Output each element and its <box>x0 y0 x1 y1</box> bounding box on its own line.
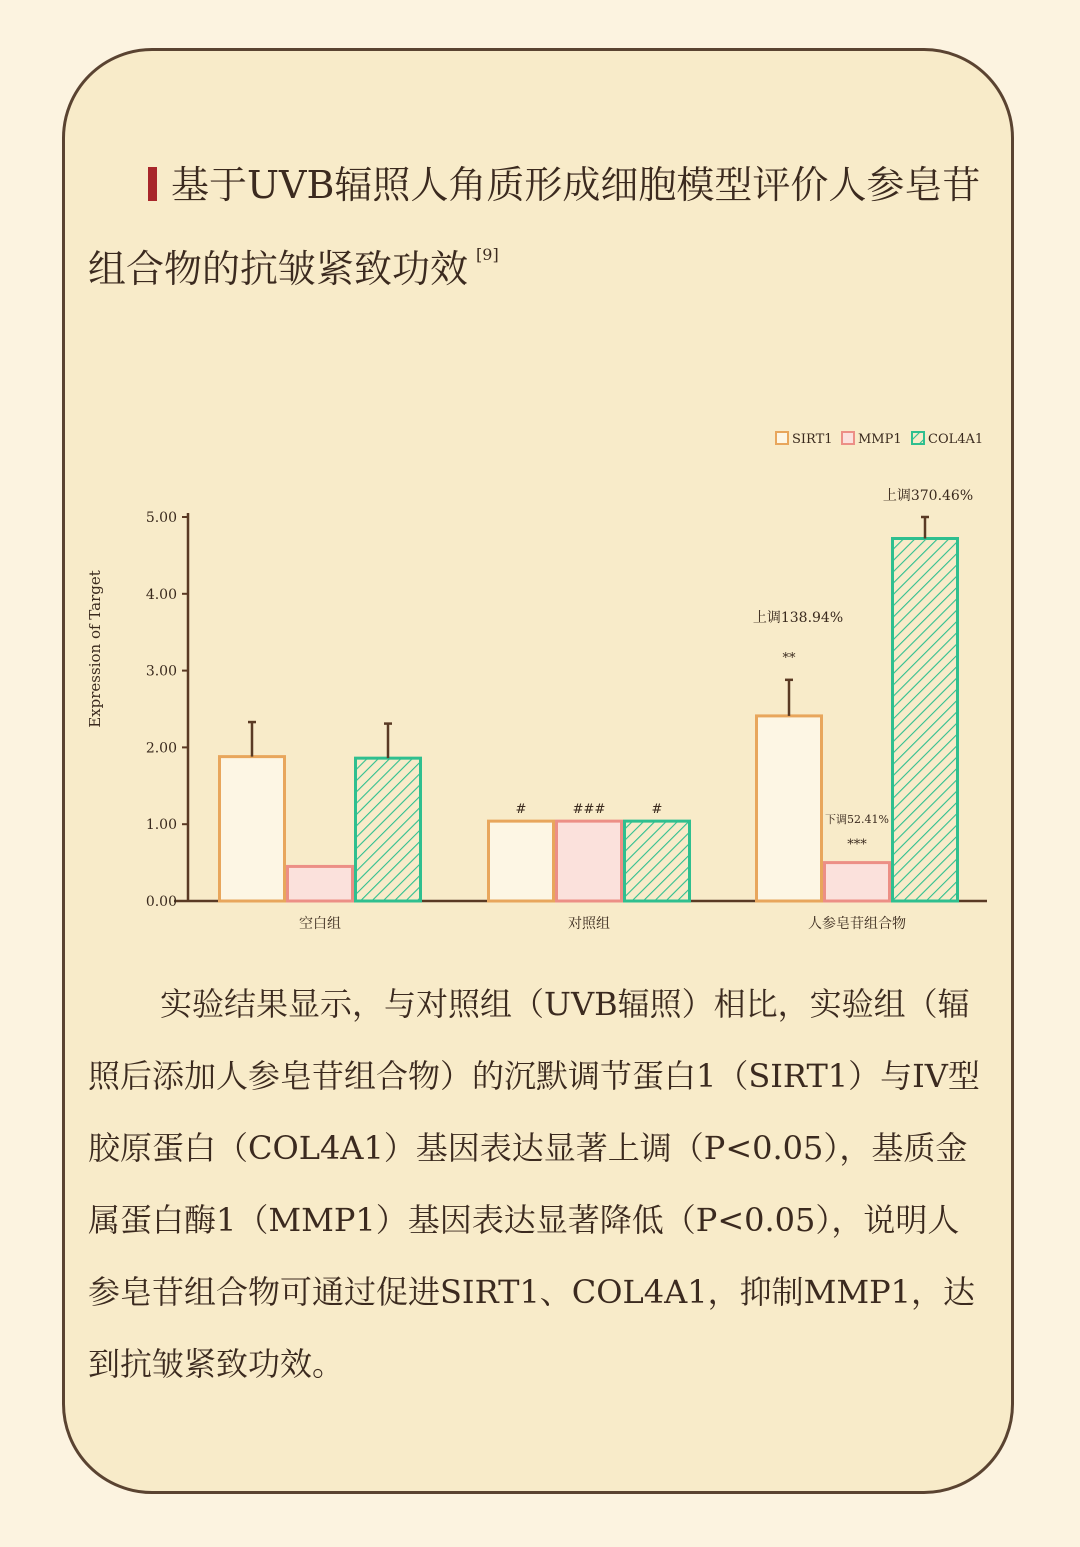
legend-label-col4a1: COL4A1 <box>928 432 984 447</box>
bar-col4a1 <box>625 821 690 901</box>
y-axis-label: Expression of Target <box>86 570 104 728</box>
y-tick-label: 5.00 <box>145 510 177 526</box>
legend-swatch-mmp1 <box>842 432 854 444</box>
page-title <box>88 150 988 304</box>
result-text: 实验结果显示，与对照组（UVB辐照）相比，实验组（辐照后添加人参皂苷组合物）的沉默调节蛋白1（SIRT1）与IV型胶原蛋白（COL4A1）基因表达显著上调（P<0.05），基质金属蛋白酶1（MMP1）基因表达显著降低（P<0.05），说明人参皂苷组合物可通过促进SIRT1、COL4A1，抑制MMP1，达到抗皱紧致功效。 <box>88 985 980 1383</box>
bar-sirt1 <box>220 757 285 901</box>
y-tick-label: 2.00 <box>145 740 177 757</box>
x-tick-label: 空白组 <box>299 916 341 932</box>
bar-mmp1 <box>557 821 622 901</box>
significance-mark: ** <box>782 650 796 666</box>
change-annotation: 上调370.46% <box>882 488 974 504</box>
legend-swatch-col4a1 <box>912 432 924 444</box>
significance-mark: ### <box>572 802 606 818</box>
significance-mark: *** <box>847 837 867 853</box>
y-tick-label: 4.00 <box>145 586 177 603</box>
x-tick-label: 对照组 <box>568 916 610 932</box>
x-tick-label: 人参皂苷组合物 <box>808 916 906 932</box>
result-paragraph <box>88 968 988 1400</box>
chart-legend <box>776 432 983 447</box>
bar-mmp1 <box>825 863 890 901</box>
y-tick-label: 3.00 <box>145 663 177 680</box>
significance-mark: # <box>515 802 527 818</box>
bar-col4a1 <box>356 758 421 901</box>
title-accent-bar <box>148 167 157 201</box>
bar-chart <box>70 410 1010 950</box>
legend-label-mmp1: MMP1 <box>858 432 902 447</box>
title-text: 基于UVB辐照人角质形成细胞模型评价人参皂苷组合物的抗皱紧致功效 <box>88 163 981 291</box>
legend-swatch-sirt1 <box>776 432 788 444</box>
y-tick-label: 0.00 <box>145 894 177 910</box>
bar-sirt1 <box>489 821 554 901</box>
bar-col4a1 <box>893 539 958 901</box>
bar-mmp1 <box>288 866 353 901</box>
significance-mark: # <box>651 802 663 818</box>
legend-label-sirt1: SIRT1 <box>792 432 833 447</box>
change-annotation: 下调52.41% <box>825 813 889 826</box>
title-reference: [9] <box>476 245 499 264</box>
bar-sirt1 <box>757 716 822 901</box>
y-tick-label: 1.00 <box>145 817 177 834</box>
change-annotation: 上调138.94% <box>752 610 844 626</box>
